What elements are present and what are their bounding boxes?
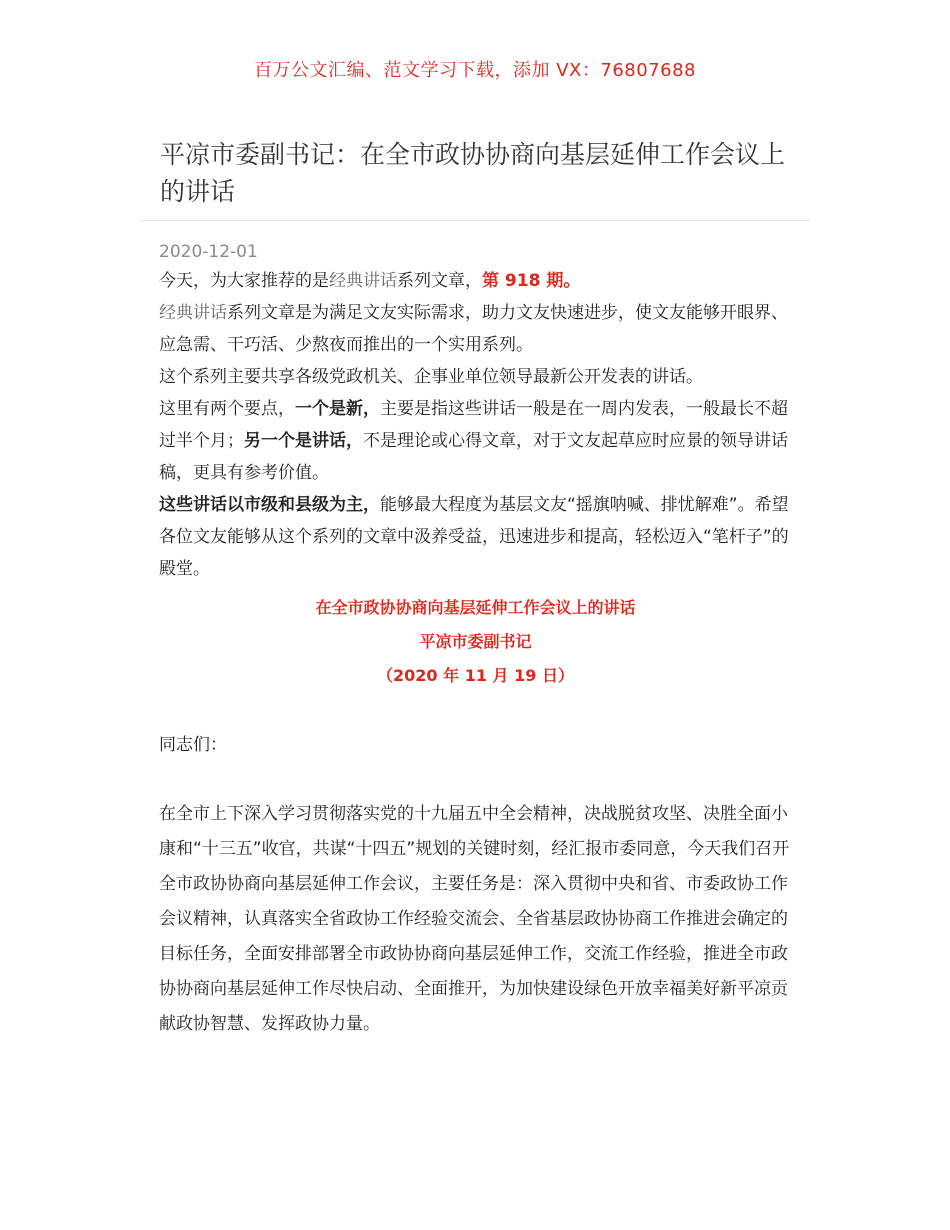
speech-date: （2020 年 11 月 19 日） xyxy=(377,666,574,685)
intro-text: 能够最大程度为基层文友“摇旗呐喊、排忧解难”。希望各位文友能够从这个系列的文章中汲养受益，迅速进步和提高，轻松迈入“笔杆子”的殿堂。 xyxy=(159,495,789,579)
speech-speaker: 平凉市委副书记 xyxy=(419,632,532,651)
header-banner: 百万公文汇编、范文学习下载，添加 VX：76807688 xyxy=(254,60,696,81)
intro-text: 系列文章是为满足文友实际需求，助力文友快速进步，使文友能够开眼界、应急需、干巧活、少熬夜而推出的一个实用系列。 xyxy=(159,303,788,355)
intro-paragraph-1 xyxy=(159,265,792,297)
series-name: 经典讲话 xyxy=(159,303,227,323)
article-body xyxy=(140,239,810,1042)
intro-text: 这里有两个要点， xyxy=(159,399,295,419)
title-divider xyxy=(140,220,810,221)
intro-text: 不是理论或心得文章，对于文友起草应时应景的领导讲话稿，更具有参考价值。 xyxy=(159,431,788,483)
issue-number: 第 918 期。 xyxy=(482,271,581,291)
intro-text: 今天，为大家推荐的是 xyxy=(159,271,329,291)
series-name: 经典讲话 xyxy=(329,271,397,291)
speech-paragraph: 在全市上下深入学习贯彻落实党的十九届五中全会精神，决战脱贫攻坚、决胜全面小康和“十三五”收官，共谋“十四五”规划的关键时刻，经汇报市委同意，今天我们召开全市政协协商向基层延伸工作会议，主要任务是：深入贯彻中央和省、市委政协工作会议精神，认真落实全省政协工作经验交流会、全省基层政协协商工作推进会确定的目标任务，全面安排部署全市政协协商向基层延伸工作，交流工作经验，推进全市政协协商向基层延伸工作尽快启动、全面推开，为加快建设绿色开放幸福美好新平凉贡献政协智慧、发挥政协力量。 xyxy=(159,804,790,1034)
key-point-1: 一个是新， xyxy=(295,399,380,419)
intro-text: 系列文章， xyxy=(397,271,482,291)
publish-date: 2020-12-01 xyxy=(159,242,258,262)
intro-paragraph-5 xyxy=(159,489,792,585)
intro-text: 主要是指这些讲话一般是在一周内发表，一般最长不超过半个月； xyxy=(159,399,788,451)
article xyxy=(140,132,810,1042)
speech-heading: 在全市政协协商向基层延伸工作会议上的讲话 xyxy=(315,598,636,617)
key-point-2: 另一个是讲话， xyxy=(244,431,363,451)
intro-paragraph-4 xyxy=(159,393,792,489)
intro-paragraph-2 xyxy=(159,297,792,361)
article-title: 平凉市委副书记：在全市政协协商向基层延伸工作会议上的讲话 xyxy=(160,140,786,206)
key-point-3: 这些讲话以市级和县级为主， xyxy=(159,495,380,515)
intro-paragraph-3: 这个系列主要共享各级党政机关、企事业单位领导最新公开发表的讲话。 xyxy=(159,367,703,387)
salutation: 同志们： xyxy=(159,735,227,755)
